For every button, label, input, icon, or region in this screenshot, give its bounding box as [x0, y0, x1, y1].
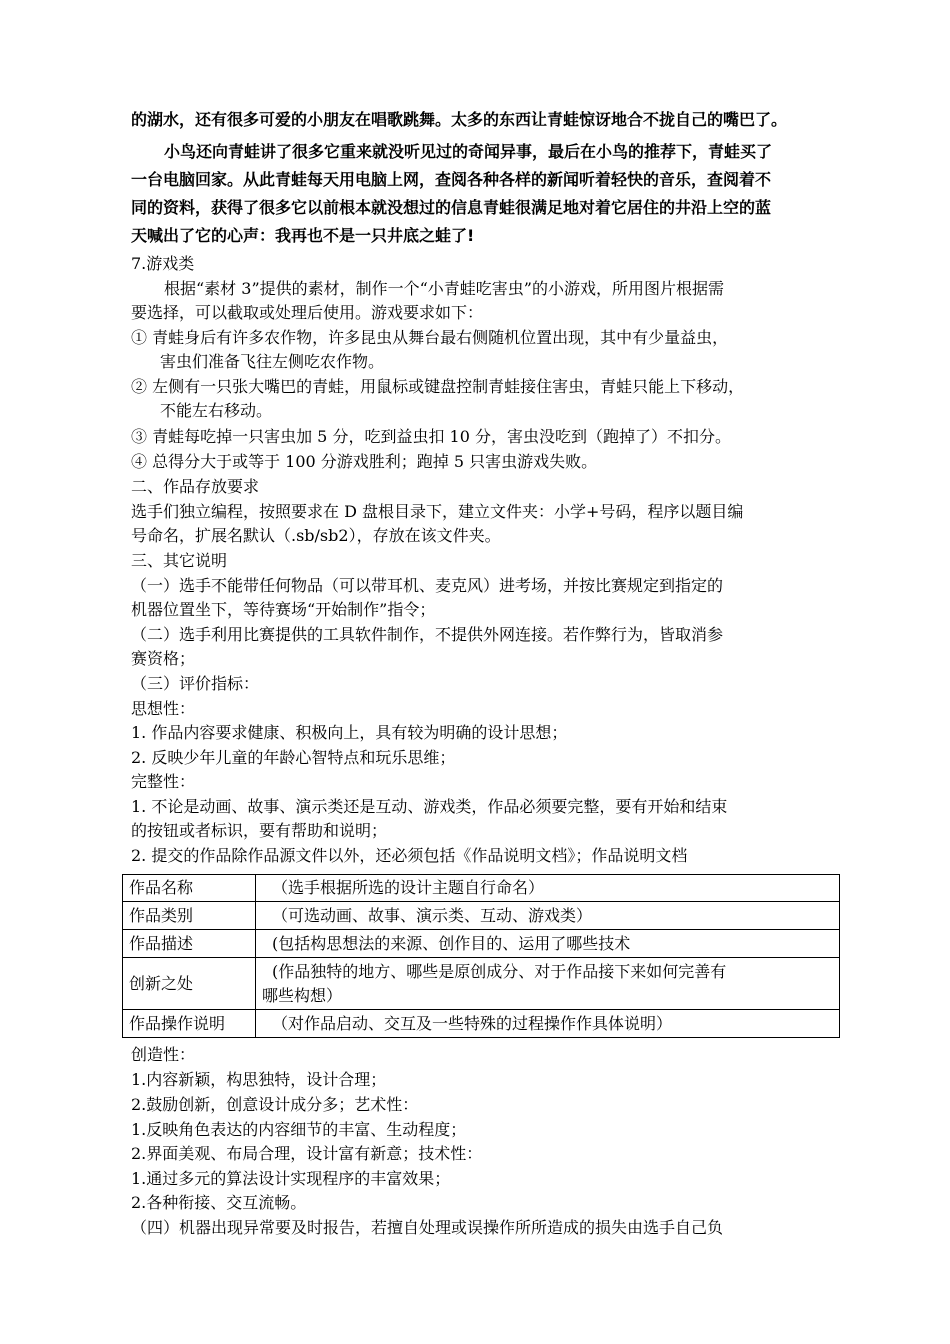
after-line-4: 1.反映角色表达的内容细节的丰富、生动程度；: [131, 1120, 467, 1139]
table-value: （选手根据所选的设计主题自行命名）: [256, 875, 840, 902]
game-heading: 7.游戏类: [131, 254, 195, 273]
other-line-3: （二）选手利用比赛提供的工具软件制作，不提供外网连接。若作弊行为，皆取消参: [131, 625, 724, 644]
other-line-4: 赛资格；: [131, 649, 196, 668]
other-line-9: 完整性：: [131, 772, 196, 791]
other-line-10: 1. 不论是动画、故事、演示类还是互动、游戏类，作品必须要完整，要有开始和结束: [131, 797, 728, 816]
after-line-7: 2.各种衔接、交互流畅。: [131, 1193, 307, 1212]
table-value: （可选动画、故事、演示类、互动、游戏类）: [256, 902, 840, 930]
table-row: [123, 1010, 840, 1038]
storage-line-1: 选手们独立编程，按照要求在 D 盘根目录下，建立文件夹：小学+号码，程序以题目编: [131, 502, 744, 521]
table-value: [256, 958, 840, 1010]
game-rule-1-cont: 害虫们准备飞往左侧吃农作物。: [160, 352, 385, 371]
table-value: (包括构思想法的来源、创作目的、运用了哪些技术: [256, 930, 840, 958]
table-row: [123, 958, 840, 1010]
table-value-line-1: (作品独特的地方、哪些是原创成分、对于作品接下来如何完善有: [272, 961, 727, 981]
table-value-line-2: 哪些构想）: [262, 985, 343, 1005]
table-label: 作品名称: [123, 875, 256, 902]
story-line-2: 小鸟还向青蛙讲了很多它重来就没听见过的奇闻异事，最后在小鸟的推荐下，青蛙买了: [164, 142, 773, 161]
game-intro-2: 要选择，可以截取或处理后使用。游戏要求如下：: [131, 303, 484, 322]
after-line-8: （四）机器出现异常要及时报告，若擅自处理或误操作所所造成的损失由选手自己负: [131, 1218, 724, 1237]
table-row: [123, 902, 840, 930]
table-label: 作品描述: [123, 930, 256, 958]
work-description-table: [122, 874, 840, 1038]
table-label: 作品操作说明: [123, 1010, 256, 1038]
after-line-3: 2.鼓励创新，创意设计成分多；艺术性：: [131, 1095, 419, 1114]
other-line-7: 1. 作品内容要求健康、积极向上，具有较为明确的设计思想；: [131, 723, 568, 742]
storage-heading: 二、作品存放要求: [131, 477, 260, 496]
story-line-4: 同的资料，获得了很多它以前根本就没想过的信息青蛙很满足地对着它居住的井沿上空的蓝: [131, 198, 772, 217]
other-line-2: 机器位置坐下，等待赛场“开始制作”指令；: [131, 600, 436, 619]
game-rule-1: ① 青蛙身后有许多农作物，许多昆虫从舞台最右侧随机位置出现，其中有少量益虫，: [131, 328, 729, 347]
game-rule-4: ④ 总得分大于或等于 100 分游戏胜利；跑掉 5 只害虫游戏失败。: [131, 452, 598, 471]
story-line-1: 的湖水，还有很多可爱的小朋友在唱歌跳舞。太多的东西让青蛙惊讶地合不拢自己的嘴巴了。: [131, 110, 788, 129]
game-rule-3: ③ 青蛙每吃掉一只害虫加 5 分，吃到益虫扣 10 分，害虫没吃到（跑掉了）不扣分。: [131, 427, 731, 446]
other-line-12: 2. 提交的作品除作品源文件以外，还必须包括《作品说明文档》；作品说明文档: [131, 846, 688, 865]
after-line-2: 1.内容新颖，构思独特，设计合理；: [131, 1070, 387, 1089]
table-value: （对作品启动、交互及一些特殊的过程操作作具体说明）: [256, 1010, 840, 1038]
after-line-5: 2.界面美观、布局合理，设计富有新意；技术性：: [131, 1144, 483, 1163]
after-line-6: 1.通过多元的算法设计实现程序的丰富效果；: [131, 1169, 451, 1188]
story-line-5: 天喊出了它的心声：我再也不是一只井底之蛙了!: [131, 226, 475, 245]
game-rule-2: ② 左侧有一只张大嘴巴的青蛙，用鼠标或键盘控制青蛙接住害虫，青蛙只能上下移动，: [131, 377, 745, 396]
other-line-8: 2. 反映少年儿童的年龄心智特点和玩乐思维；: [131, 748, 456, 767]
table-row: [123, 875, 840, 902]
other-line-11: 的按钮或者标识，要有帮助和说明；: [131, 821, 388, 840]
other-line-1: （一）选手不能带任何物品（可以带耳机、麦克风）进考场，并按比赛规定到指定的: [131, 576, 724, 595]
other-line-5: （三）评价指标：: [131, 674, 260, 693]
table-row: [123, 930, 840, 958]
table-label: 作品类别: [123, 902, 256, 930]
story-line-3: 一台电脑回家。从此青蛙每天用电脑上网，查阅各种各样的新闻听着轻快的音乐，查阅着不: [131, 170, 772, 189]
game-rule-2-cont: 不能左右移动。: [160, 401, 273, 420]
table-label: 创新之处: [123, 958, 256, 1010]
other-line-6: 思想性：: [131, 699, 196, 718]
storage-line-2: 号命名，扩展名默认（.sb/sb2），存放在该文件夹。: [131, 526, 501, 545]
after-line-1: 创造性：: [131, 1045, 196, 1064]
game-intro-1: 根据“素材 3”提供的素材，制作一个“小青蛙吃害虫”的小游戏，所用图片根据需: [164, 279, 724, 298]
other-heading: 三、其它说明: [131, 551, 228, 570]
